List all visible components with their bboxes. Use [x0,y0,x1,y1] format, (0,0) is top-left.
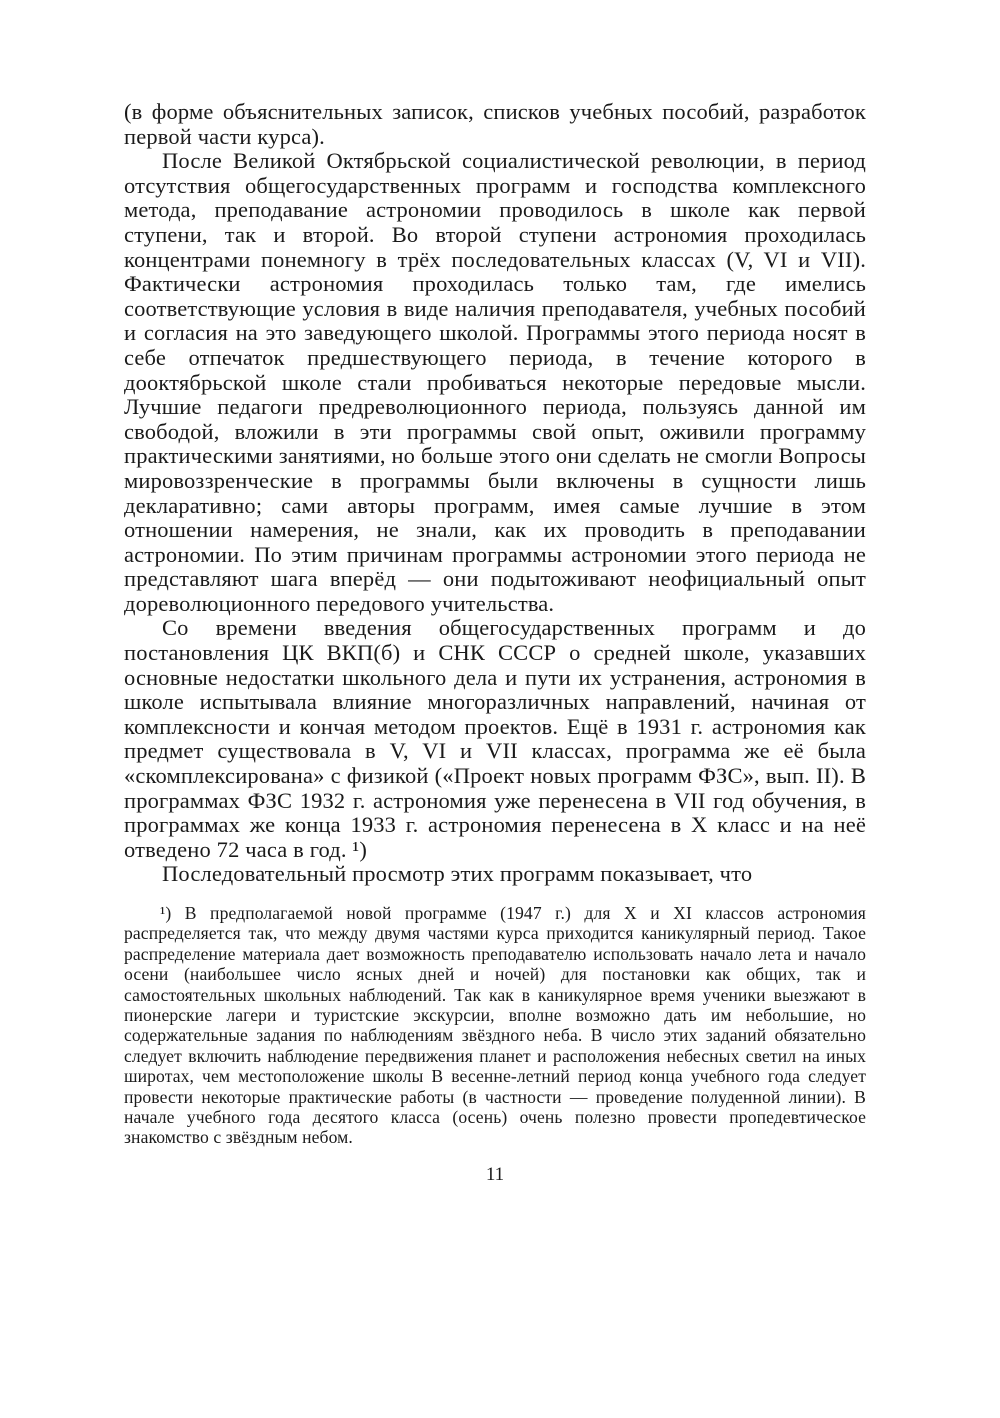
footnote-separator [124,887,866,903]
page-number: 11 [485,1163,505,1185]
main-text [124,100,866,887]
paragraph-post-revolution: После Великой Октябрьской социалистической революции, в период отсутствия общегосударственных программ и господства комплексного метода, преподавание астрономии проводилось в школе как первой ступени, так и второй. Во второй ступени астрономия проходилась концентрами понемногу в трёх последовательных классах (V, VI и VII). Фактически астрономия проходилась только там, где имелись соответствующие условия в виде наличия преподавателя, учебных пособий и согласия на это заведующего школой. Программы этого периода носят в себе отпечаток предшествующего периода, в течение которого в дооктябрьской школе стали пробиваться некоторые передовые мысли. Лучшие педагоги предреволюционного периода, пользуясь данной им свободой, вложили в эти программы свой опыт, оживили программу практическими занятиями, но больше этого они сделать не смогли Вопросы мировоззренческие в программы были включены в сущности лишь декларативно; сами авторы программ, имея самые лучшие в этом отношении намерения, не знали, как их проводить в преподавании астрономии. По этим причинам программы астрономии этого периода не представляют шага вперёд — они подытоживают неофициальный опыт дореволюционного передового учительства. [124,148,866,616]
footnote [124,903,866,1148]
footnote-text: ¹) В предполагаемой новой программе (1947 г.) для X и XI классов астрономия распределяется так, что между двумя частями курса приходится каникулярный период. Такое распределение материала дает возможность преподавателю использовать начало лета и начало осени (наибольшее число ясных дней и ночей) для постановки как общих, так и самостоятельных школьных наблюдений. Так как в каникулярное время ученики выезжают в пионерские лагери и туристские экскурсии, вполне возможно дать им небольшие, но содержательные задания по наблюдениям звёздного неба. В число этих заданий обязательно следует включить наблюдение передвижения планет и расположения небесных светил на иных широтах, чем местоположение школы В весенне-летний период конца учебного года следует провести некоторые практические работы (в частности — проведение полуденной линии). В начале учебного года десятого класса (осень) очень полезно провести пропедевтическое знакомство с звёздным небом. [124,903,866,1148]
paragraph-review: Последовательный просмотр этих программ показывает, что [162,861,753,887]
document-page [124,100,866,1186]
paragraph-continuation: (в форме объяснительных записок, списков учебных пособий, разработок первой части курса). [124,99,866,149]
paragraph-state-programs: Со времени введения общегосударственных программ и до постановления ЦК ВКП(б) и СНК СССР о средней школе, указавших основные недостатки школьного дела и пути их устранения, астрономия в школе испытывала влияние многоразличных направлений, начиная от комплексности и кончая методом проектов. Ещё в 1931 г. астрономия как предмет существовала в V, VI и VII классах, программа же её была «скомплексирована» с физикой («Проект новых программ ФЗС», вып. II). В программах ФЗС 1932 г. астрономия уже перенесена в VII год обучения, в программах же конца 1933 г. астрономия перенесена в X класс и на неё отведено 72 часа в год. ¹) [124,615,866,862]
